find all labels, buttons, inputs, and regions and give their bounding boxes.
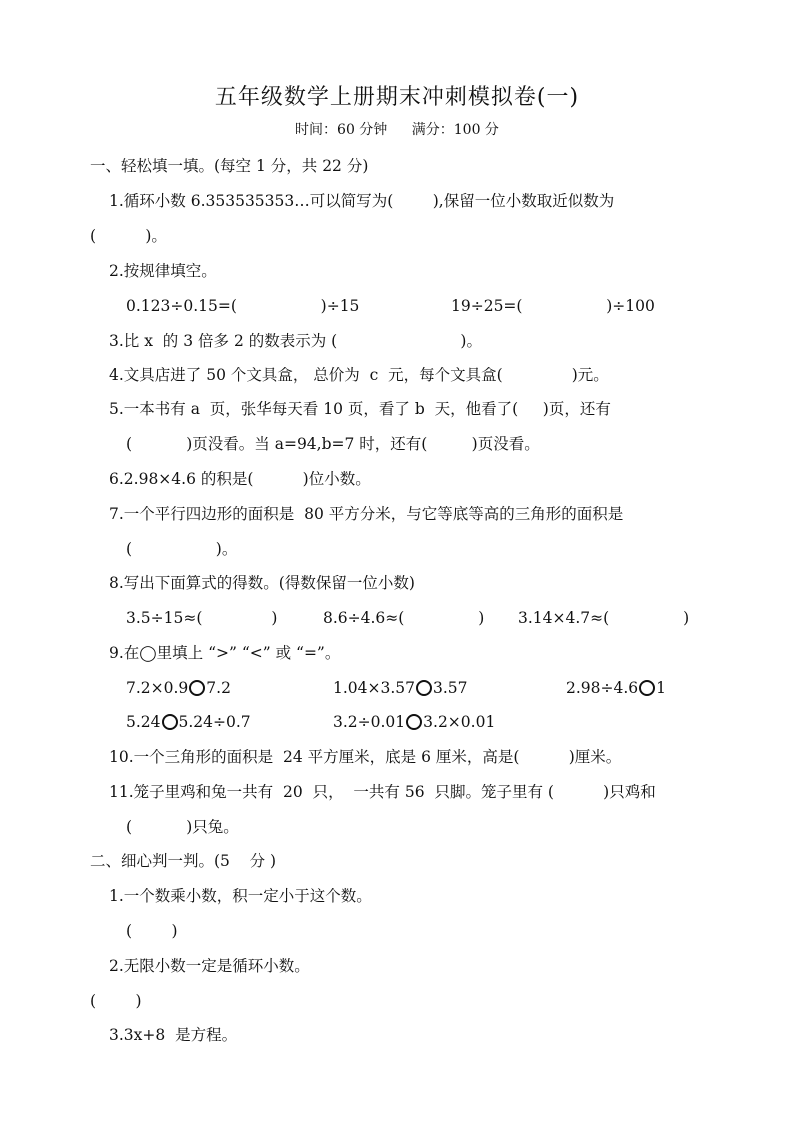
question-2-right: 19÷25=( )÷100 [451,297,655,315]
question-9: 9.在◯里填上 “>” “<” 或 “=”。 [109,644,341,662]
question-8-item-2: 8.6÷4.6≈( ) [323,609,485,627]
compare-left: 2.98÷4.6 [566,679,639,697]
question-3: 3.比 x 的 3 倍多 2 的数表示为 ( )。 [109,332,482,350]
judge-3: 3.3x+8 是方程。 [109,1026,238,1044]
full-score: 满分：100 分 [411,122,499,138]
judge-2: 2.无限小数一定是循环小数。 [109,957,310,975]
question-7-line-2: ( )。 [126,540,238,558]
compare-left: 5.24 [126,713,161,731]
question-10: 10.一个三角形的面积是 24 平方厘米，底是 6 厘米，高是( )厘米。 [109,748,622,766]
time-limit: 时间：60 分钟 [295,122,388,138]
judge-2-answer: ( ) [90,992,142,1010]
compare-right: 5.24÷0.7 [178,713,251,731]
question-9-item-2 [333,678,468,698]
question-9-item-1 [126,678,231,698]
compare-left: 3.2÷0.01 [333,713,406,731]
question-1-line-1: 1.循环小数 6.353535353…可以简写为( ),保留一位小数取近似数为 [109,192,615,210]
compare-left: 1.04×3.57 [333,679,416,697]
compare-circle-icon [639,680,655,696]
question-2-left: 0.123÷0.15=( )÷15 [126,297,360,315]
compare-circle-icon [406,714,422,730]
question-4: 4.文具店进了 50 个文具盒， 总价为 c 元，每个文具盒( )元。 [109,366,609,384]
compare-right: 7.2 [206,679,231,697]
question-2: 2.按规律填空。 [109,262,217,280]
question-9-item-3 [566,678,666,698]
page-title: 五年级数学上册期末冲刺模拟卷(一) [214,85,580,110]
question-5-line-1: 5.一本书有 a 页，张华每天看 10 页，看了 b 天，他看了( )页，还有 [109,400,611,418]
question-1-line-2: ( )。 [90,227,167,245]
question-11-line-2: ( )只兔。 [126,818,239,836]
question-9-item-5 [333,712,495,732]
section2-heading: 二、细心判一判。(5 分 ) [90,852,277,870]
question-5-line-2: ( )页没看。当 a=94,b=7 时，还有( )页没看。 [126,435,540,453]
question-6: 6.2.98×4.6 的积是( )位小数。 [109,470,371,488]
compare-circle-icon [162,714,178,730]
question-8-item-3: 3.14×4.7≈( ) [518,609,690,627]
compare-right: 3.2×0.01 [423,713,496,731]
question-7-line-1: 7.一个平行四边形的面积是 80 平方分米，与它等底等高的三角形的面积是 [109,505,624,523]
judge-1-answer: ( ) [126,922,178,940]
question-8: 8.写出下面算式的得数。(得数保留一位小数) [109,574,415,592]
question-11-line-1: 11.笼子里鸡和兔一共有 20 只， 一共有 56 只脚。笼子里有 ( )只鸡和 [109,783,656,801]
compare-right: 3.57 [433,679,468,697]
compare-circle-icon [416,680,432,696]
compare-left: 7.2×0.9 [126,679,189,697]
question-8-item-1: 3.5÷15≈( ) [126,609,278,627]
compare-right: 1 [656,679,667,697]
section1-heading: 一、轻松填一填。(每空 1 分，共 22 分) [90,157,369,175]
compare-circle-icon [189,680,205,696]
question-9-item-4 [126,712,251,732]
exam-info [0,121,794,139]
judge-1: 1.一个数乘小数，积一定小于这个数。 [109,887,372,905]
